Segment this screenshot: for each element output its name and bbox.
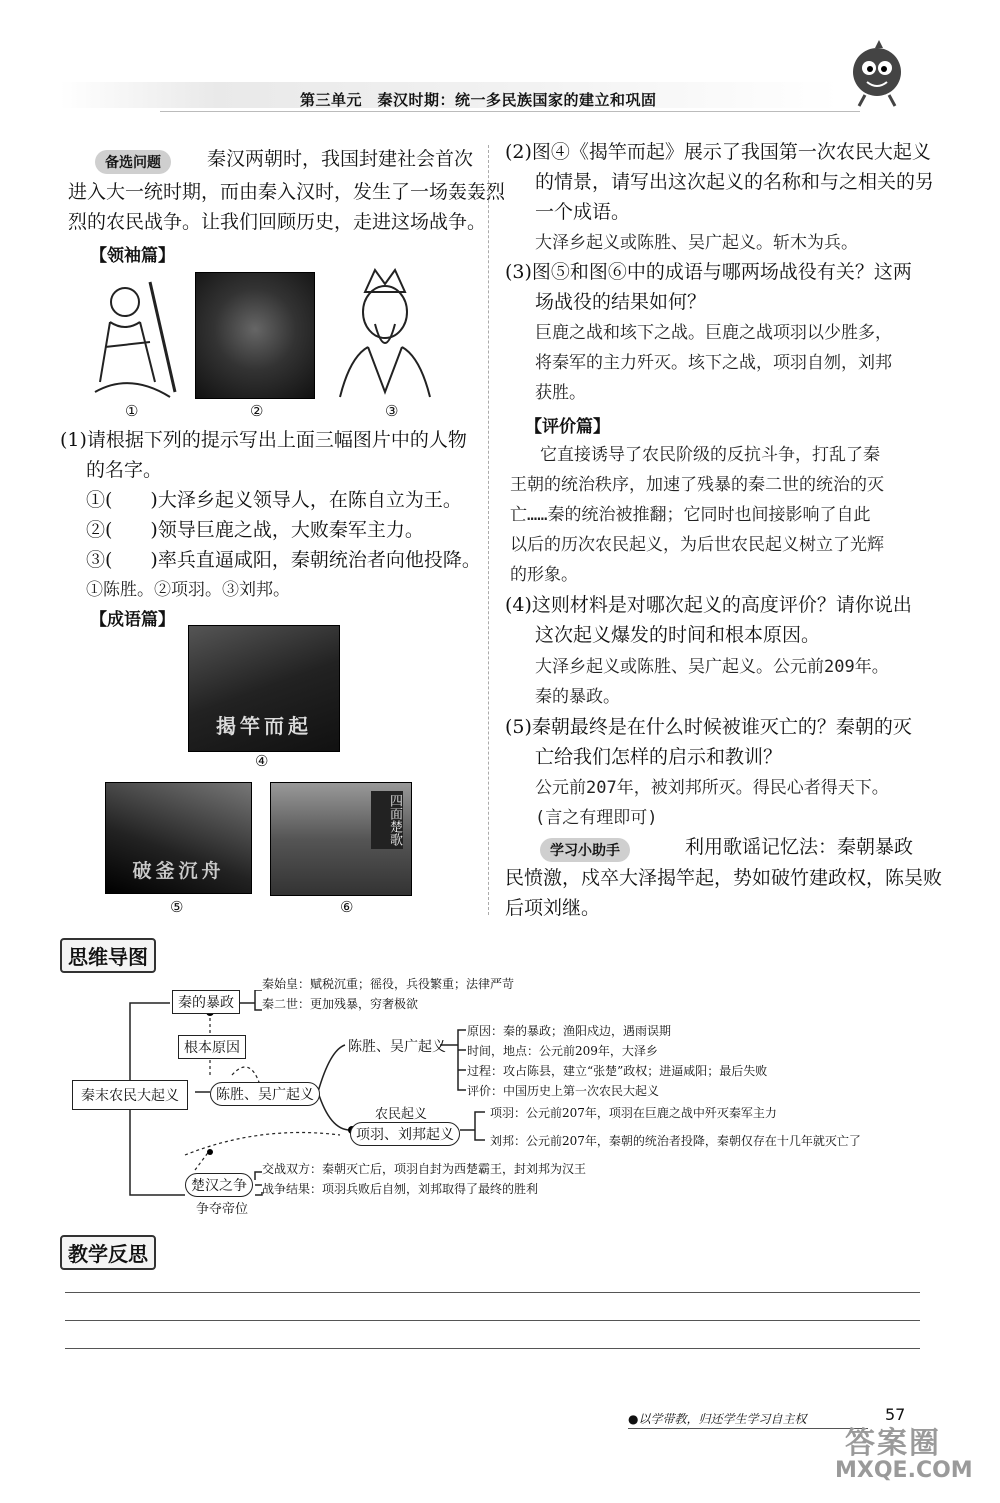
section-idioms: 【成语篇】 [90,610,175,630]
q2-line-2: 的情景，请写出这次起义的名称和与之相关的另 [535,171,935,193]
pic-label-6: ⑥ [340,898,354,916]
q1-line-1: (1)请根据下列的提示写出上面三幅图片中的人物 [60,429,467,451]
reflection-line-1[interactable] [65,1292,920,1293]
mm-node-tyranny: 秦的暴政 [172,990,240,1014]
mm-cw-evaluation: 评价：中国历史上第一次农民大起义 [467,1084,660,1098]
q5-line-1: (5)秦朝最终是在什么时候被谁灭亡的？秦朝的灭 [505,716,912,738]
mm-cw-cause: 原因：秦的暴政；渔阳戍边，遇雨误期 [467,1024,672,1038]
pic-po-fu-chen-zhou [105,782,252,894]
mind-map-title: 思维导图 [60,938,156,973]
q1-line-2: 的名字。 [86,459,163,481]
mm-cw-time-place: 时间，地点：公元前209年，大泽乡 [467,1044,658,1058]
mm-node-chen-wu: 陈胜、吴广起义 [210,1082,320,1106]
mm-tyranny-2: 秦二世：更加残暴，穷奢极欲 [262,997,419,1011]
pic-label-4: ④ [255,752,269,770]
quote-line-1: 它直接诱导了农民阶级的反抗斗争，打乱了秦 [540,445,880,465]
q1-item-2: ②( )领导巨鹿之战，大败秦军主力。 [86,519,424,541]
footer-slogan: ●以学带教，归还学生学习自主权 [628,1412,807,1426]
helper-line-1: 利用歌谣记忆法：秦朝暴政 [685,836,914,858]
q4-answer-2: 秦的暴政。 [535,687,620,707]
pic-label-3: ③ [385,402,399,420]
mm-peasant-label: 农民起义 [375,1107,428,1122]
q1-item-3: ③( )率兵直逼咸阳，秦朝统治者向他投降。 [86,549,481,571]
section-evaluation: 【评价篇】 [525,417,610,437]
header-rule [160,111,860,112]
q3-answer-2: 将秦军的主力歼灭。垓下之战，项羽自刎，刘邦 [535,353,892,373]
page-header-title: 第三单元 秦汉时期：统一多民族国家的建立和巩固 [300,91,657,109]
mm-node-chu-han: 楚汉之争 [185,1173,253,1197]
mm-tyranny-1: 秦始皇：赋税沉重；徭役，兵役繁重；法律严苛 [262,977,515,991]
q2-answer: 大泽乡起义或陈胜、吴广起义。斩木为兵。 [535,233,858,253]
quote-line-3: 亡……秦的统治被推翻；它同时也间接影响了自此 [510,505,871,525]
mm-cw-process: 过程：攻占陈县，建立“张楚”政权；进逼咸阳；最后失败 [467,1064,768,1078]
q4-answer-1: 大泽乡起义或陈胜、吴广起义。公元前209年。 [535,657,889,677]
mm-root: 秦末农民大起义 [72,1080,188,1110]
intro-line-3: 烈的农民战争。让我们回顾历史，走进这场战争。 [68,211,487,233]
mm-node-xiang-liu: 项羽、刘邦起义 [350,1122,460,1146]
intro-line-2: 进入大一统时期，而由秦入汉时，发生了一场轰轰烈 [68,181,506,203]
q2-line-3: 一个成语。 [535,201,631,223]
q5-answer-2: (言之有理即可) [535,808,658,828]
pic-label-5: ⑤ [170,898,184,916]
pic-si-mian-chu-ge [270,782,412,896]
page-number: 57 [885,1405,906,1424]
study-helper-badge: 学习小助手 [540,838,630,862]
q1-answer: ①陈胜。②项羽。③刘邦。 [86,580,290,600]
pic6-caption: 四面楚歌 [371,791,403,849]
quote-line-4: 以后的历次农民起义，为后世农民起义树立了光辉 [510,535,884,555]
q5-line-2: 亡给我们怎样的启示和教训？ [535,746,783,768]
reflection-title: 教学反思 [60,1235,156,1270]
q3-line-1: (3)图⑤和图⑥中的成语与哪两场战役有关？这两 [505,261,912,283]
mascot-icon [845,40,915,110]
pic5-caption: 破釜沉舟 [132,860,225,882]
q4-line-1: (4)这则材料是对哪次起义的高度评价？请你说出 [505,594,912,616]
q3-answer-1: 巨鹿之战和垓下之战。巨鹿之战项羽以少胜多， [535,323,892,343]
xiang-yu-photo [195,272,315,399]
q3-line-2: 场战役的结果如何？ [535,291,707,313]
optional-question-badge: 备选问题 [95,150,171,174]
reflection-line-2[interactable] [65,1320,920,1321]
q2-line-1: (2)图④《揭竿而起》展示了我国第一次农民大起义 [505,141,931,163]
mm-ch-sides: 交战双方：秦朝灭亡后，项羽自封为西楚霸王，封刘邦为汉王 [262,1162,587,1176]
q3-answer-3: 获胜。 [535,383,586,403]
intro-line-1: 秦汉两朝时，我国封建社会首次 [207,148,474,170]
watermark-logo: 答案圈 [845,1426,941,1461]
column-divider [488,145,489,915]
quote-line-5: 的形象。 [510,565,578,585]
reflection-line-3[interactable] [65,1348,920,1349]
q1-item-1: ①( )大泽乡起义领导人，在陈自立为王。 [86,489,462,511]
quote-line-2: 王朝的统治秩序，加速了残暴的秦二世的统治的灭 [510,475,884,495]
helper-line-3: 后项刘继。 [505,897,601,919]
pic4-caption: 揭竿而起 [216,714,312,738]
q5-answer-1: 公元前207年，被刘邦所灭。得民心者得天下。 [535,778,889,798]
mm-node-root-cause: 根本原因 [178,1035,246,1059]
mm-xl-xiangyu: 项羽：公元前207年，项羽在巨鹿之战中歼灭秦军主力 [490,1106,777,1120]
pic-label-2: ② [250,402,264,420]
watermark-url: MXQE.COM [835,1458,973,1483]
pic-jie-gan-er-qi [188,625,340,752]
section-leaders: 【领袖篇】 [90,246,175,266]
mm-xl-liubang: 刘邦：公元前207年，秦朝的统治者投降，秦朝仅存在十几年就灭亡了 [490,1134,861,1148]
pic-label-1: ① [125,402,139,420]
footer-rule [628,1428,868,1429]
helper-line-2: 民愤激，戍卒大泽揭竿起，势如破竹建政权，陈吴败 [505,867,943,889]
mm-chu-han-sub: 争夺帝位 [196,1202,249,1217]
q4-line-2: 这次起义爆发的时间和根本原因。 [535,624,821,646]
chen-sheng-portrait [80,272,185,402]
liu-bang-portrait [330,262,440,402]
mm-ch-result: 战争结果：项羽兵败后自刎，刘邦取得了最终的胜利 [262,1182,539,1196]
mm-branch-chen-wu: 陈胜、吴广起义 [348,1039,446,1055]
